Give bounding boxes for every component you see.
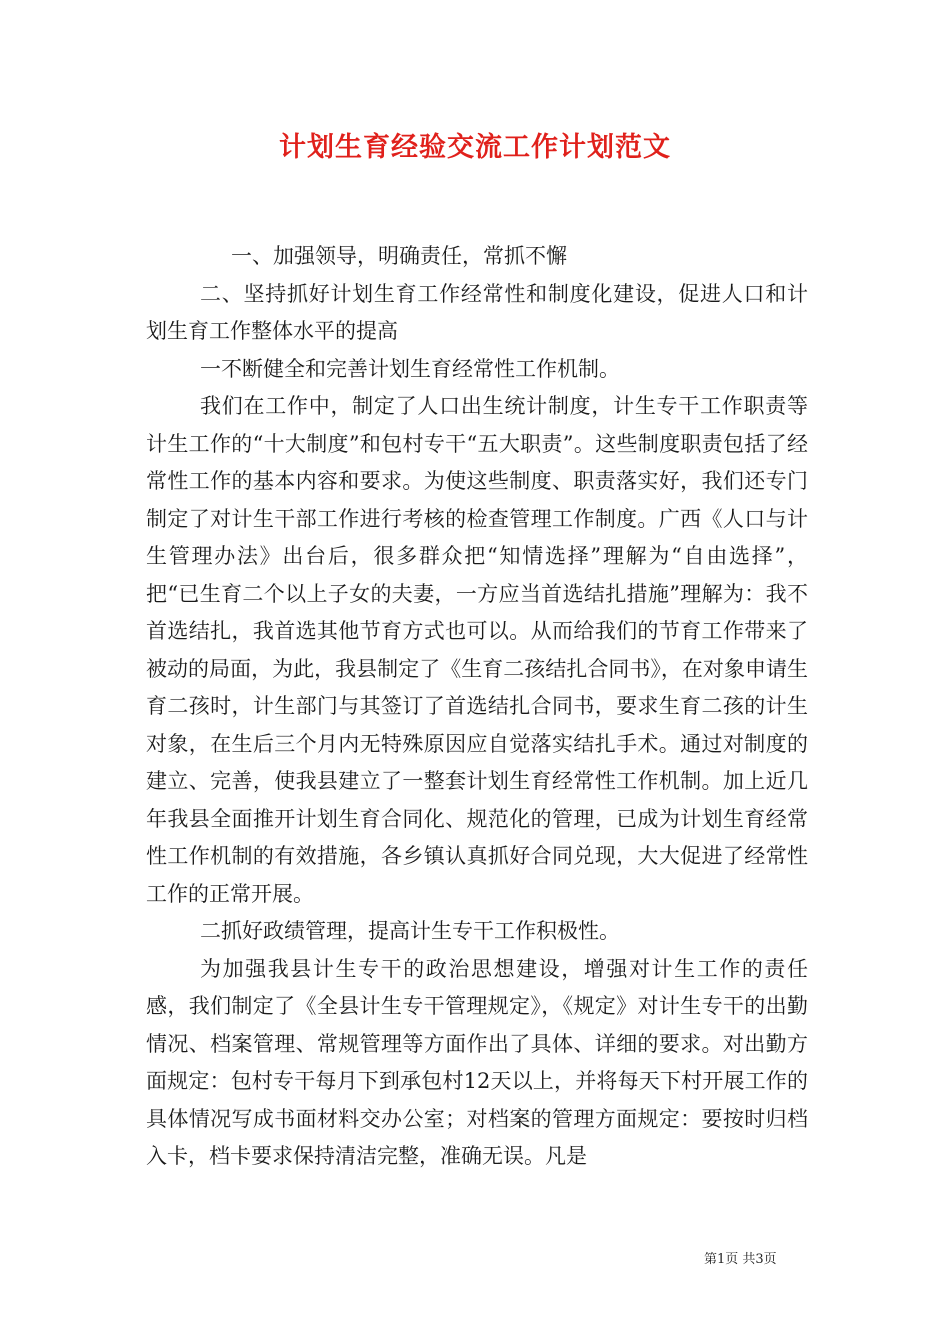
subsection-heading-2: 二抓好政绩管理，提高计生专干工作积极性。 <box>200 919 620 943</box>
section-heading-1: 一、加强领导，明确责任，常抓不懈 <box>231 244 567 268</box>
page-number: 第1页 共3页 <box>704 1252 777 1267</box>
document-title: 计划生育经验交流工作计划范文 <box>279 132 671 163</box>
subsection-heading-1: 一不断健全和完善计划生育经常性工作机制。 <box>200 356 620 381</box>
section-heading-2: 二、坚持抓好计划生育工作经常性和制度化建设，促进人口和计划生育工作整体水平的提高 <box>146 281 808 343</box>
body-paragraph: 为加强我县计生专干的政治思想建设，增强对计生工作的责任感，我们制定了《全县计生专干管理规定》，《规定》对计生专干的出勤情况、档案管理、常规管理等方面作出了具体、详细的要求。对出勤方面规定：包村专干每月下到承包村12天以上，并将每天下村开展工作的具体情况写成书面材料交办公室；对档案的管理方面规定：要按时归档入卡，档卡要求保持清洁完整，准确无误。凡是 <box>146 956 808 1168</box>
document-body <box>146 238 808 1176</box>
body-paragraph: 我们在工作中，制定了人口出生统计制度，计生专干工作职责等计生工作的“十大制度”和包村专干“五大职责”。这些制度职责包括了经常性工作的基本内容和要求。为使这些制度、职责落实好，我们还专门制定了对计生干部工作进行考核的检查管理工作制度。广西《人口与计生管理办法》出台后，很多群众把“知情选择”理解为“自由选择”，把“已生育二个以上子女的夫妻，一方应当首选结扎措施”理解为：我不首选结扎，我首选其他节育方式也可以。从而给我们的节育工作带来了被动的局面，为此，我县制定了《生育二孩结扎合同书》，在对象申请生育二孩时，计生部门与其签订了首选结扎合同书，要求生育二孩的计生对象，在生后三个月内无特殊原因应自觉落实结扎手术。通过对制度的建立、完善，使我县建立了一整套计划生育经常性工作机制。加上近几年我县全面推开计划生育合同化、规范化的管理，已成为计划生育经常性工作机制的有效措施，各乡镇认真抓好合同兑现，大大促进了经常性工作的正常开展。 <box>146 394 808 906</box>
